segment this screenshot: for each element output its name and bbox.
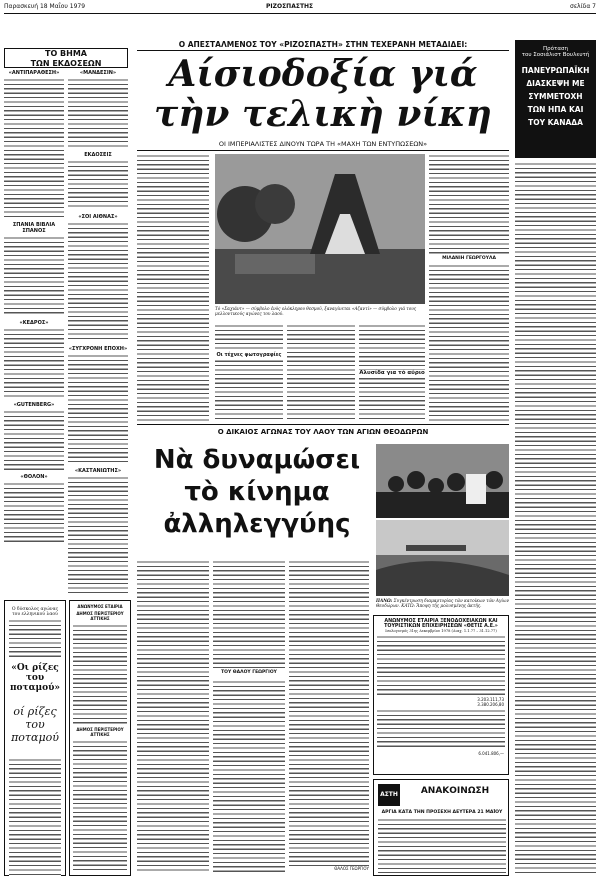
ledger-lines	[377, 635, 505, 695]
second-headline	[137, 444, 377, 540]
masthead	[4, 3, 596, 13]
company-title-1: ΑΝΩΝΥΜΟΣ ΕΤΑΙΡΙΑ ΞΕΝΟΔΟΧΕΙΑΚΩΝ ΚΑΙ	[384, 619, 498, 624]
story-column	[289, 560, 369, 872]
main-headline-2: τὴν τελικὴ νίκη	[154, 93, 492, 135]
text-block	[68, 476, 128, 596]
announcement-sub: ΑΡΓΙΑ ΚΑΤΑ ΤΗΝ ΠΡΟΣΕΧΗ ΔΕΥΤΕΡΑ 21 ΜΑΪΟΥ	[381, 810, 503, 815]
ad-script-2: του ποταμού	[11, 718, 59, 744]
byline: ΜΙΛΑΝΙΗ ΓΕΩΡΓΟΥΛΑ	[442, 256, 496, 261]
ad-script-1: οί ρίζες	[13, 705, 57, 718]
tehran-photo	[215, 154, 425, 304]
right-column-text	[515, 162, 596, 876]
box-line-1: Πρόταση	[543, 46, 568, 52]
issue-date: Παρασκευή 18 Μαΐου 1979	[4, 3, 86, 10]
tehran-photo-illustration	[215, 154, 425, 304]
column-title-2: ΤΩΝ ΕΚΔΟΣΕΩΝ	[30, 59, 102, 68]
box-line-2: του Σοσιάλιστ Βουλευτή	[521, 52, 590, 58]
highlight-box	[515, 40, 596, 158]
pub-heading: «ΜΑΝΔΕΣΙΝ»	[79, 70, 117, 76]
second-kicker: Ο ΔΙΚΑΙΟΣ ΑΓΩΝΑΣ ΤΟΥ ΛΑΟΥ ΤΩΝ ΑΓΙΩΝ ΘΕΟΔΩΡΩΝ	[217, 428, 429, 436]
ad-title: «Οι ρίζες του ποταμού»	[9, 663, 61, 693]
coast-photo	[376, 520, 509, 596]
main-headline-1: Αίσιοδοξία γιά	[168, 53, 478, 95]
second-signature: ΘΑΛΟΣ ΓΕΩΡΓΙΟΥ	[289, 866, 369, 871]
text-block	[4, 236, 64, 316]
municipal-notices	[69, 600, 131, 876]
story-column	[429, 264, 509, 422]
paper-name: ΡΙΖΟΣΠΑΣΤΗΣ	[266, 3, 314, 10]
pub-heading: ΣΠΑΝΙΑ ΒΙΒΛΙΑ ΣΠΑΝΟΣ	[12, 222, 56, 234]
announcement	[373, 779, 509, 876]
pub-heading: «ΘΟΛΟΝ»	[20, 474, 48, 480]
left-col-a	[4, 70, 64, 595]
second-headline-3: ἀλληλεγγύης	[163, 509, 351, 539]
text-block	[73, 624, 127, 724]
main-subhead: ΟΙ ΙΜΠΕΡΙΑΛΙΣΤΕΣ ΔΙΝΟΥΝ ΤΩΡΑ ΤΗ «ΜΑΧΗ ΤΩΝ ΕΝΤΥΠΩΣΕΩΝ»	[218, 140, 428, 148]
protest-photo	[376, 444, 509, 518]
photo-caption: Τὸ «Σαχιάντ» — σύμβολο ἑνὸς ολόκληρου θεσμοῦ, ξαναγίνεται «Αζαντί» — σύμβολο γιά τους μελλοντικούς αγώνες του λαού.	[215, 306, 417, 316]
page-number: σελίδα 7	[570, 3, 596, 10]
column-title-box	[4, 48, 128, 68]
story-column	[215, 324, 283, 422]
text-block	[4, 482, 64, 542]
second-headline-2: τὸ κίνημα	[184, 477, 330, 507]
section-heading: Αλυσίδα για τό αύριο	[359, 370, 425, 376]
second-caption	[376, 598, 509, 608]
masthead-rule	[4, 13, 596, 14]
text-block	[9, 619, 61, 659]
section-heading: Οι τέχνες φωτογραφίες	[216, 352, 282, 358]
ledger-lines	[377, 709, 505, 749]
story-column	[213, 680, 285, 872]
pub-heading: «ΚΕΔΡΟΣ»	[19, 320, 49, 326]
announcement-text	[378, 818, 506, 873]
box-headline: ΠΑΝΕΥΡΩΠΑΪΚΗ ΔΙΑΣΚΕΨΗ ΜΕ ΣΥΜΜΕΤΟΧΗ ΤΩΝ ΗΠΑ ΚΑΙ ΤΟΥ ΚΑΝΑΔΑ	[521, 66, 590, 127]
pub-heading: «ΣΟΙ ΑΙΘΝΑΣ»	[78, 214, 118, 220]
company-title-2: ΤΟΥΡΙΣΤΙΚΩΝ ΕΠΙΧΕΙΡΗΣΕΩΝ «ΘΕΤΙΣ Α.Ε.»	[384, 624, 498, 629]
pub-heading: «ΣΥΓΧΡΟΝΗ ΕΠΟΧΗ»	[68, 346, 128, 352]
pub-heading: «ΑΝΤΙΠΑΡΑΘΕΣΗ»	[8, 70, 60, 76]
column-title-1: ΤΟ ΒΗΜΑ	[45, 49, 87, 58]
story-column	[213, 560, 285, 668]
text-block	[9, 758, 61, 878]
total-1: 3.203.111,73	[477, 697, 504, 702]
text-block	[73, 740, 127, 870]
notice-heading: ΑΝΩΝΥΜΟΣ ΕΤΑΙΡΙΑ	[77, 604, 123, 609]
notice-heading: ΔΗΜΟΣ ΠΕΡΙΣΤΕΡΙΟΥ ΑΤΤΙΚΗΣ	[76, 727, 124, 737]
main-kicker: Ο ΑΠΕΣΤΑΛΜΕΝΟΣ ΤΟΥ «ΡΙΖΟΣΠΑΣΤΗ» ΣΤΗΝ ΤΕΧΕΡΑΝΗ ΜΕΤΑΔΙΔΕΙ:	[178, 40, 468, 49]
protest-illustration	[376, 444, 509, 518]
story-column	[429, 154, 509, 254]
text-block	[68, 222, 128, 342]
pub-heading: «ΚΑΣΤΑΝΙΩΤΗΣ»	[74, 468, 122, 474]
story-column	[287, 324, 355, 422]
pub-heading: «GUTENBERG»	[13, 402, 55, 408]
caption-label: ΠΑΝΩ:	[376, 598, 393, 603]
company-sub: Ισολογισμός 31ης Δεκεμβρίου 1978 (Διαχ. 1.1.77 – 31.12.77)	[385, 629, 497, 633]
story-column	[137, 154, 209, 422]
book-ad	[4, 600, 66, 876]
second-byline: ΤΟΥ ΘΑΛΟΥ ΓΕΩΡΓΙΟΥ	[221, 670, 277, 675]
left-col-b	[68, 70, 128, 595]
total-3: 6.041.806,—	[478, 751, 504, 756]
story-column	[137, 560, 209, 872]
caption-text: Συγκέντρωση διαμαρτυρίας τῶν κατοίκων τῶν Αγίων Θεοδώρων. ΚΑΤΩ: Ἄποψη τῆς μολυσμένης ἀκτῆς.	[376, 598, 510, 608]
balance-sheet	[373, 615, 509, 775]
kicker-rule	[137, 50, 509, 51]
subhead-rule	[137, 150, 509, 151]
announcement-title: ΑΝΑΚΟΙΝΩΣΗ	[420, 786, 490, 796]
text-block	[4, 410, 64, 470]
text-block	[68, 160, 128, 210]
text-block	[4, 328, 64, 398]
pub-heading: ΕΚΔΟΣΕΙΣ	[84, 152, 112, 158]
ad-promo: Ο δύσκολος αγώνας του ελληνικού λαού	[11, 607, 59, 617]
announcement-logo: ΑΣΤΗ	[378, 784, 400, 806]
text-block	[68, 78, 128, 148]
coast-illustration	[376, 520, 509, 596]
second-rule	[137, 424, 509, 425]
second-headline-1: Νὰ δυναμώσει	[153, 445, 361, 475]
text-block	[68, 354, 128, 464]
total-2: 3.380.206,80	[477, 702, 504, 707]
notice-heading: ΔΗΜΟΣ ΠΕΡΙΣΤΕΡΙΟΥ ΑΤΤΙΚΗΣ	[76, 611, 124, 621]
text-block	[4, 78, 64, 218]
